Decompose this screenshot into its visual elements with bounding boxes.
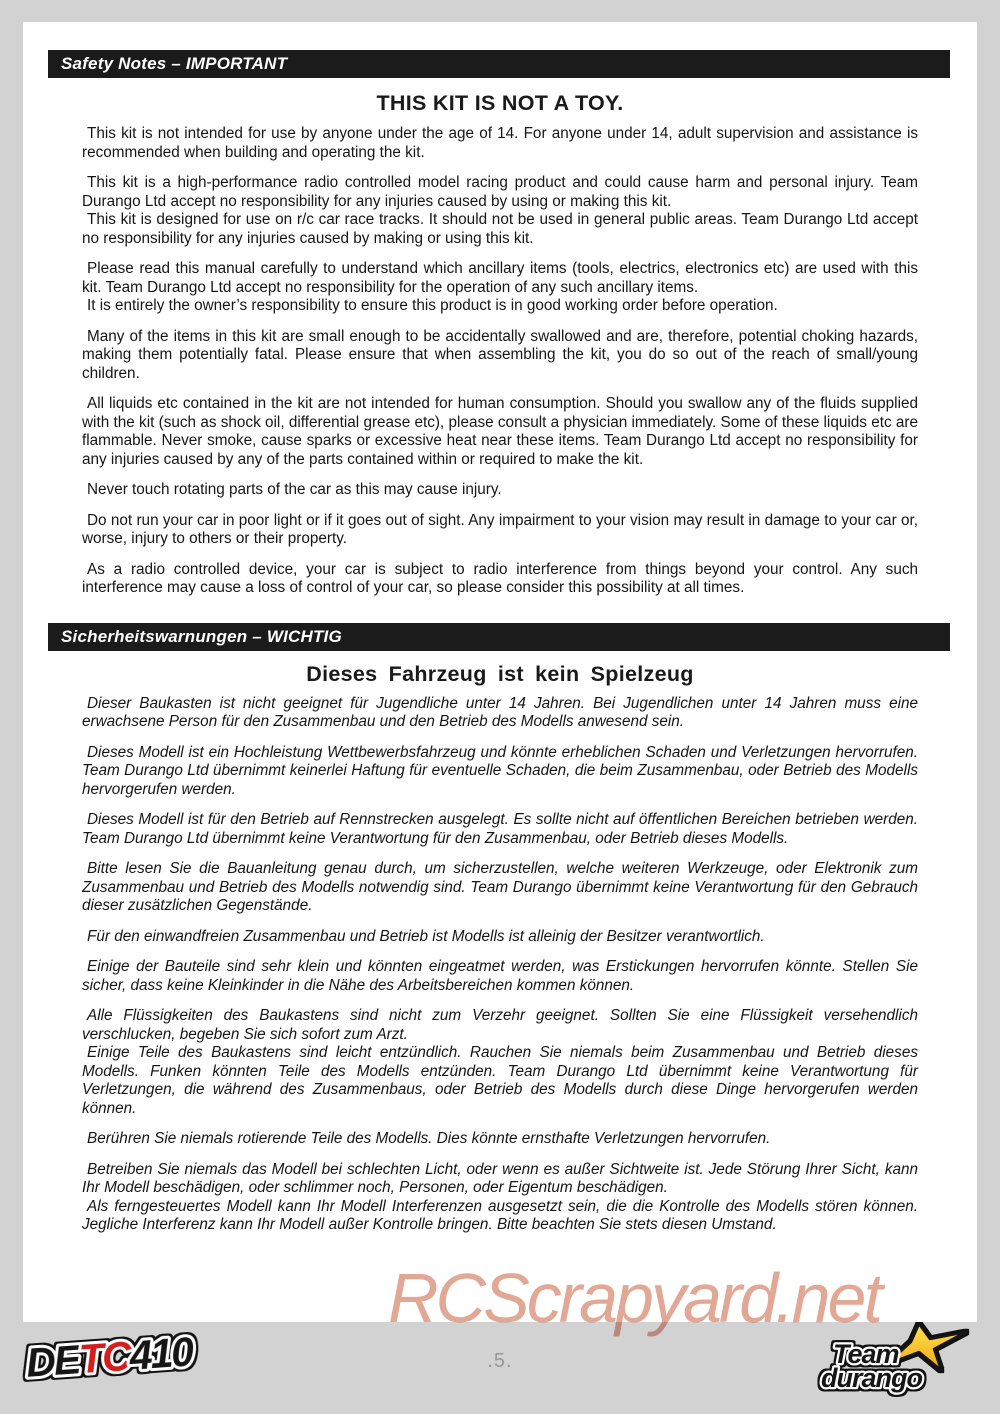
paragraph: Einige Teile des Baukastens sind leicht entzündlich. Rauchen Sie niemals beim Zusammenbau und Betrieb dieses Modells. Funken könnten Teile des Modells entzünden. Team Durango Ltd übernimmt keine Verantwortung für Verletzungen, die während des Zusammenbaus, oder Betrieb des Modells durch diese Dinge hervorgerufen werden können. [82, 1044, 918, 1117]
rcscrapyard-watermark: RCScrapyard.net [388, 1259, 880, 1337]
german-title: Dieses Fahrzeug ist kein Spielzeug [306, 661, 694, 686]
kit-logo-tc: TC [77, 1332, 132, 1383]
paragraph-group [82, 561, 918, 598]
detc410-logo [18, 1324, 203, 1390]
paragraph: This kit is not intended for use by anyone under the age of 14. For anyone under 14, adult supervision and assistance is recommended when building and operating the kit. [82, 125, 918, 161]
paragraph: Many of the items in this kit are small enough to be accidentally swallowed and are, therefore, potential choking hazards, making them potentially fatal. Please ensure that when assembling the kit, you do so out of the reach of small/young children. [82, 327, 918, 382]
paragraph-group [82, 512, 918, 549]
section-header-english-label: Safety Notes – IMPORTANT [61, 54, 288, 73]
paragraph-group [82, 811, 918, 848]
paragraph: Bitte lesen Sie die Bauanleitung genau durch, um sicherzustellen, welche weiteren Werkzeuge, oder Elektronik zum Zusammenbau und Betrieb des Modells notwendig sind. Team Durango übernimmt keine Verantwortung für den Gebrauch dieser zusätzlichen Gegenstände. [82, 860, 918, 914]
german-body [82, 695, 918, 1235]
paragraph: Betreiben Sie niemals das Modell bei schlechten Licht, oder wenn es außer Sichtweite ist. Jede Störung Ihrer Sicht, kann Ihr Modell beschädigen, oder schlimmer noch, Personen, oder Eigentum beschädigen. [82, 1160, 918, 1196]
paragraph-group [82, 174, 918, 248]
paragraph-group [82, 1130, 918, 1149]
team-durango-logo [803, 1322, 973, 1402]
paragraph-group [82, 958, 918, 995]
section-header-german-label: Sicherheitswarnungen – WICHTIG [61, 626, 342, 646]
brand-logo-team: Team [833, 1339, 899, 1369]
kit-logo-de: DE [24, 1336, 81, 1386]
paragraph: Never touch rotating parts of the car as this may cause injury. [87, 481, 502, 498]
paragraph-group [82, 744, 918, 800]
paragraph-group [82, 1007, 918, 1118]
paragraph-group [82, 481, 918, 500]
paragraph-group [82, 395, 918, 469]
brand-logo-durango: durango [821, 1363, 922, 1393]
paragraph-group [82, 860, 918, 916]
paragraph: Dieses Modell ist für den Betrieb auf Rennstrecken ausgelegt. Es sollte nicht auf öffentlichen Bereichen betrieben werden. Team Durango Ltd übernimmt keine Verantwortung für den Zusammenbau, oder Betrieb dieses Modells. [82, 811, 918, 847]
paragraph-group [82, 928, 918, 947]
paragraph-group [82, 1161, 918, 1235]
kit-logo-410: 410 [127, 1328, 194, 1379]
english-title: THIS KIT IS NOT A TOY. [376, 91, 624, 115]
paragraph: Please read this manual carefully to understand which ancillary items (tools, electrics, electronics etc) are used with this kit. Team Durango Ltd accept no responsibility for the operation of any such ancillary items. [82, 260, 918, 296]
paragraph-group [82, 125, 918, 162]
paragraph: This kit is a high-performance radio controlled model racing product and could cause harm and personal injury. Team Durango Ltd accept no responsibility for any injuries caused by using or making this kit. [82, 174, 918, 210]
paragraph: As a radio controlled device, your car is subject to radio interference from things beyond your control. Any such interference may cause a loss of control of your car, so please consider this possibility at all times. [82, 560, 918, 596]
paragraph: Einige der Bauteile sind sehr klein und könnten eingeatmet werden, was Erstickungen hervorrufen könnte. Stellen Sie sicher, dass keine Kleinkinder in die Nähe des Arbeitsbereichen kommen können. [82, 958, 918, 994]
paragraph: Alle Flüssigkeiten des Baukastens sind nicht zum Verzehr geeignet. Sollten Sie eine Flüssigkeit versehendlich verschlucken, begeben Sie sich sofort zum Arzt. [82, 1007, 918, 1043]
paragraph: It is entirely the owner’s responsibility to ensure this product is in good working order before operation. [87, 297, 778, 314]
paragraph: Berühren Sie niemals rotierende Teile des Modells. Dies könnte ernsthafte Verletzungen hervorrufen. [87, 1130, 771, 1147]
page-number: .5. [487, 1350, 513, 1372]
paragraph: This kit is designed for use on r/c car race tracks. It should not be used in general public areas. Team Durango Ltd accept no responsibility for any injuries caused by making or using this kit. [82, 211, 918, 247]
paragraph: Dieser Baukasten ist nicht geeignet für Jugendliche unter 14 Jahren. Bei Jugendlichen unter 14 Jahren muss eine erwachsene Person für den Zusammenbau und den Betrieb des Modells anwesend sein. [82, 694, 918, 730]
paragraph: Do not run your car in poor light or if it goes out of sight. Any impairment to your vision may result in damage to your car or, worse, injury to others or their property. [82, 511, 918, 547]
paragraph: Dieses Modell ist ein Hochleistung Wettbewerbsfahrzeug und könnte erheblichen Schaden und Verletzungen hervorrufen. Team Durango Ltd übernimmt keinerlei Haftung für eventuelle Schaden, die beim Zusammenbau, oder Betrieb des Modells hervorgerufen werden. [82, 743, 918, 798]
paragraph-group [82, 328, 918, 384]
paragraph: All liquids etc contained in the kit are not intended for human consumption. Should you swallow any of the fluids supplied with the kit (such as shock oil, differential grease etc), please consult a physician immediately. Some of these liquids etc are flammable. Never smoke, cause sparks or excessive heat near these items. Team Durango Ltd accept no responsibility for any injuries caused by any of the parts contained within or required to make the kit. [82, 395, 918, 468]
section-header-english [48, 50, 950, 78]
english-body [82, 125, 918, 598]
section-header-german [48, 623, 950, 651]
paragraph: Als ferngesteuertes Modell kann Ihr Modell Interferenzen ausgesetzt sein, die die Kontrolle des Modells stören können. Jegliche Interferenz kann Ihr Modell außer Kontrolle bringen. Bitte beachten Sie stets diesen Umstand. [82, 1197, 918, 1233]
paragraph: Für den einwandfreien Zusammenbau und Betrieb ist Modells ist alleinig der Besitzer verantwortlich. [87, 927, 765, 945]
paragraph-group [82, 695, 918, 732]
manual-sheet [23, 22, 977, 1322]
paragraph-group [82, 260, 918, 316]
svg-text:DETC410 [25, 1328, 196, 1386]
